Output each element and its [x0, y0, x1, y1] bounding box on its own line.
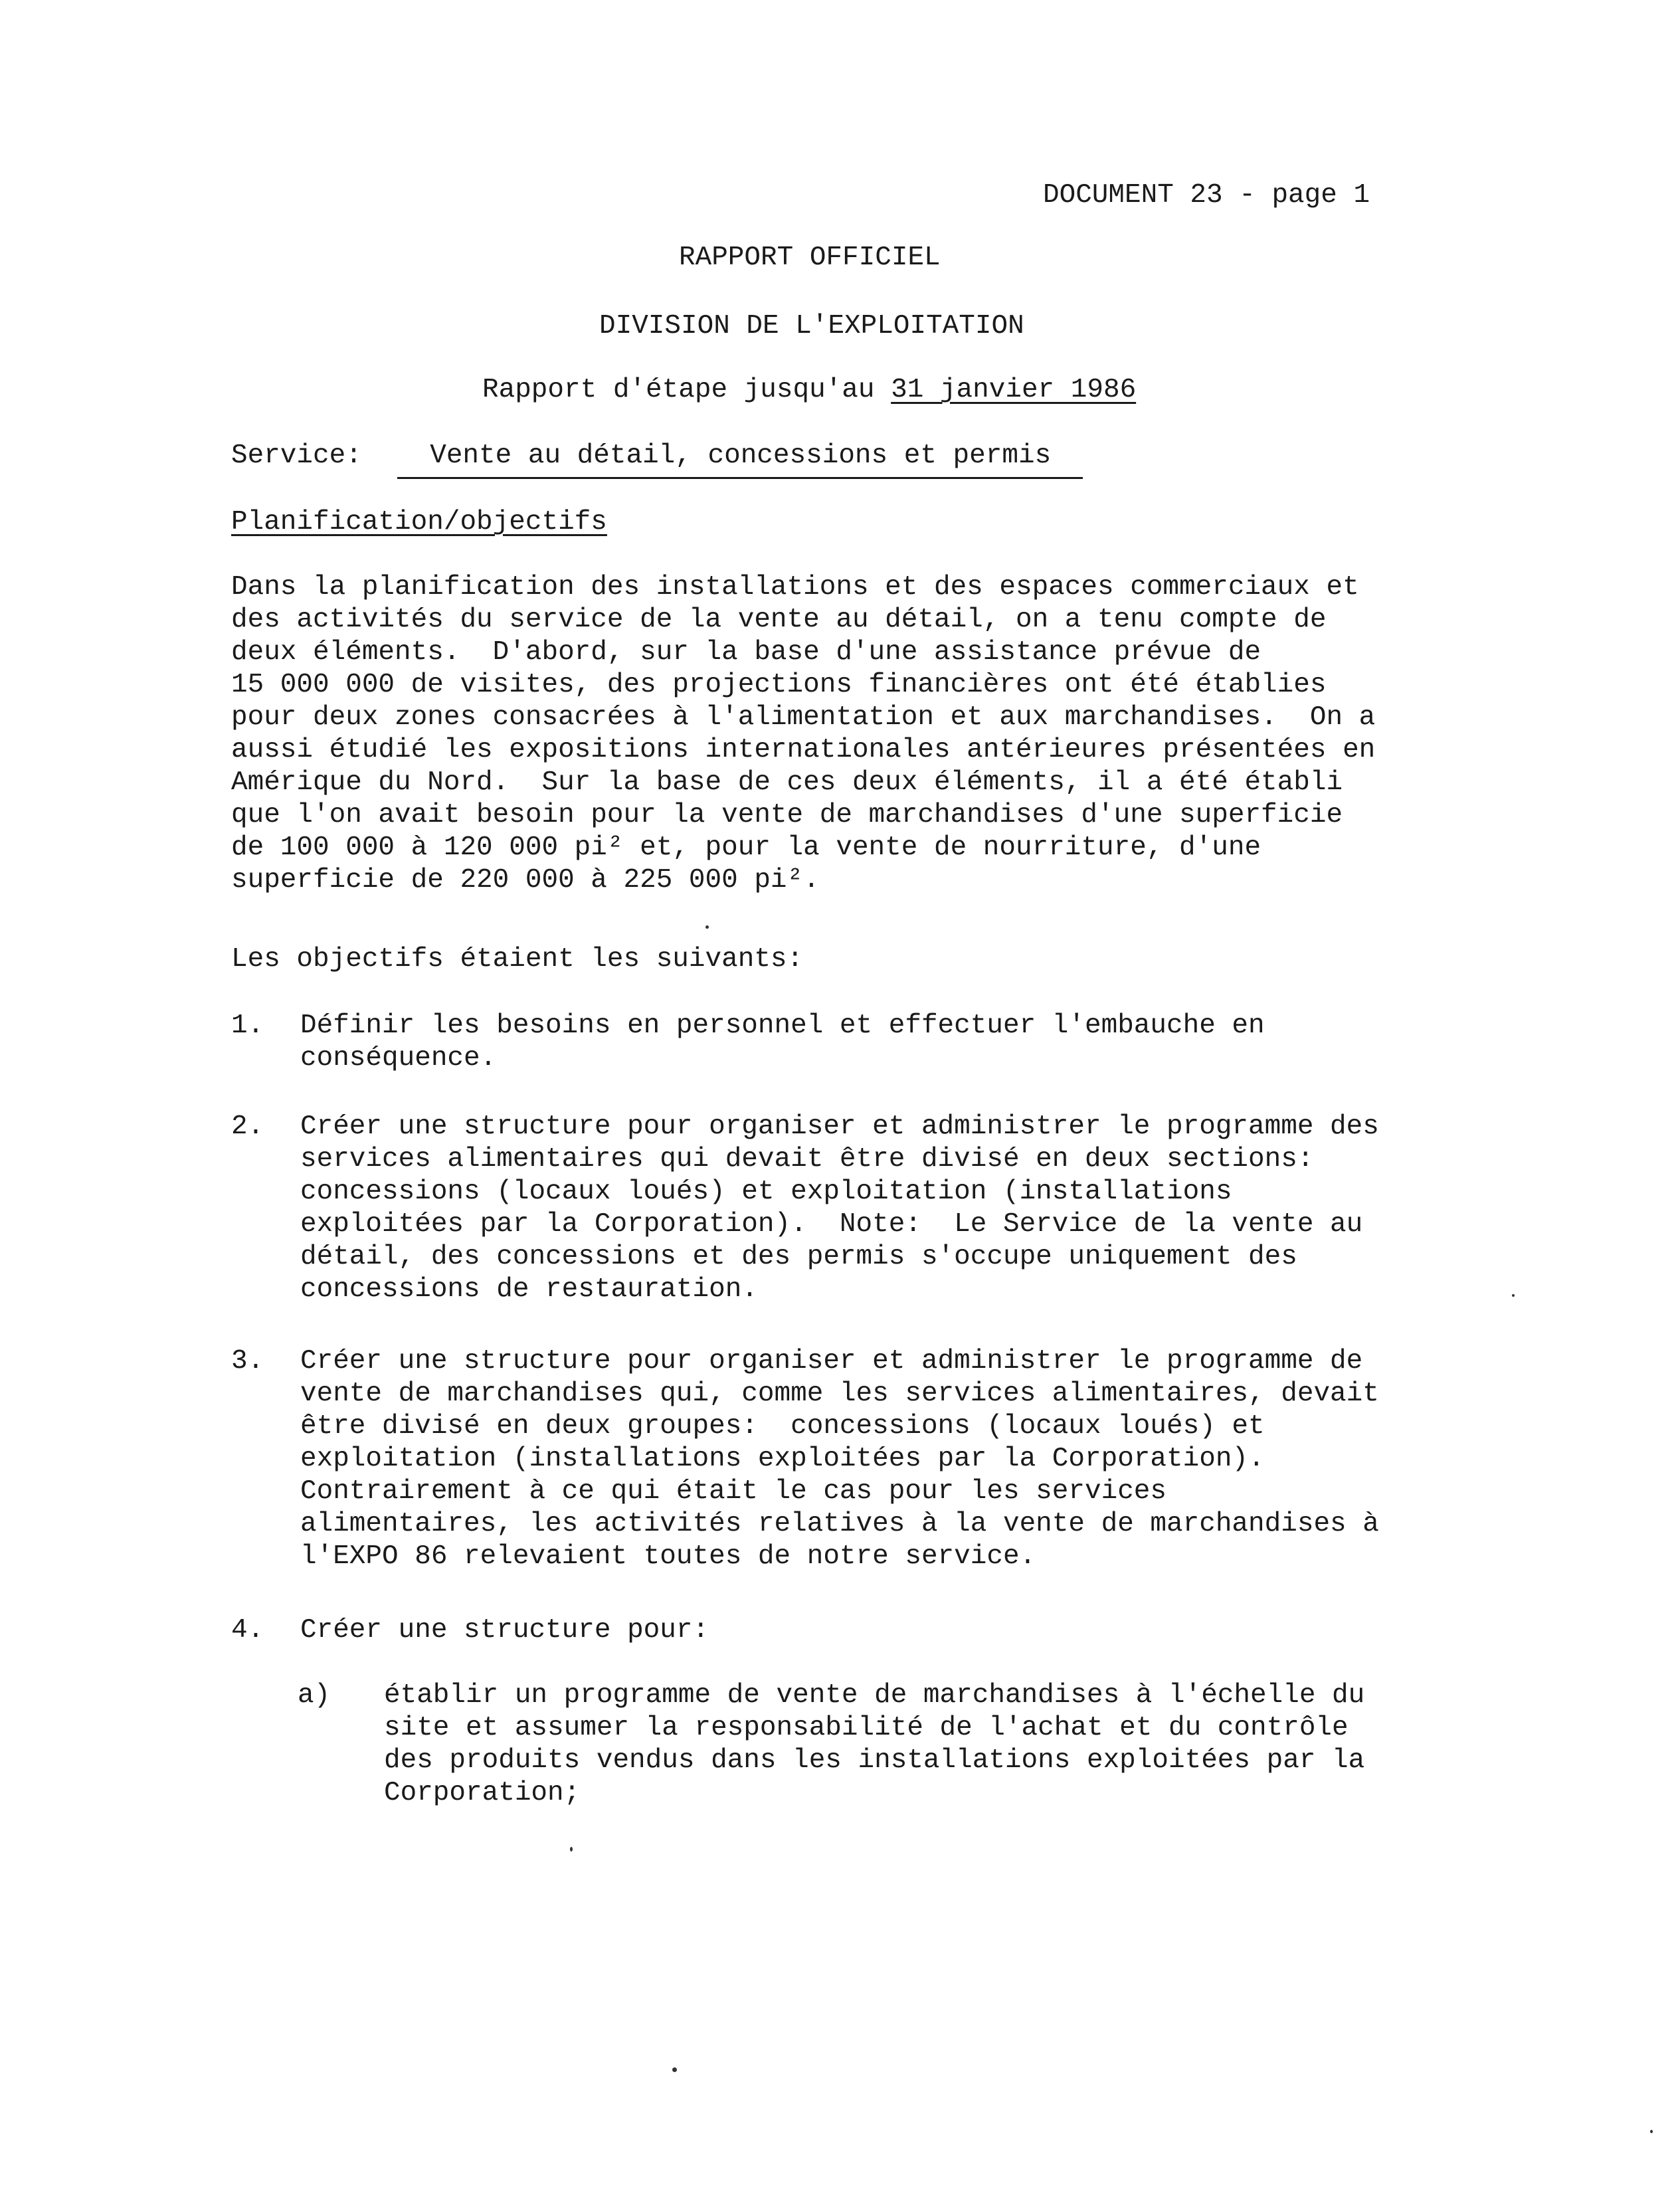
objective-line: être divisé en deux groupes: concessions (locaux loués) et	[300, 1411, 1265, 1442]
objective-line: alimentaires, les activités relatives à la vente de marchandises à	[300, 1509, 1379, 1539]
objective-line: conséquence.	[300, 1043, 497, 1074]
objective-text	[300, 1614, 709, 1647]
scan-speck	[1512, 1294, 1515, 1297]
objective-line: Contrairement à ce qui était le cas pour les services	[300, 1476, 1167, 1507]
paragraph-line: Amérique du Nord. Sur la base de ces deux éléments, il a été établi	[231, 767, 1343, 798]
report-subtitle-prefix: Rapport d'étape jusqu'au	[482, 375, 891, 405]
report-subtitle	[482, 374, 1136, 407]
objective-line: Créer une structure pour organiser et administrer le programme de	[300, 1346, 1363, 1377]
scan-speck	[705, 925, 709, 929]
sub-item-text	[384, 1679, 1364, 1810]
objective-line: concessions de restauration.	[300, 1274, 758, 1305]
service-value-text: Vente au détail, concessions et permis	[430, 440, 1052, 471]
objective-line: exploitation (installations exploitées par la Corporation).	[300, 1444, 1265, 1474]
sub-item-letter: a)	[298, 1680, 331, 1711]
paragraph-line: que l'on avait besoin pour la vente de marchandises d'une superficie	[231, 800, 1343, 830]
objective-number: 2.	[231, 1111, 264, 1142]
objective-line: concessions (locaux loués) et exploitation (installations	[300, 1177, 1232, 1207]
objective-line: détail, des concessions et des permis s'occupe uniquement des	[300, 1242, 1297, 1272]
service-value	[397, 440, 1051, 472]
scan-speck	[570, 1847, 573, 1852]
scan-speck	[1650, 2130, 1653, 2133]
paragraph-line: des activités du service de la vente au détail, on a tenu compte de	[231, 605, 1327, 635]
paragraph-line: aussi étudié les expositions internationales antérieures présentées en	[231, 735, 1376, 765]
division-title: DIVISION DE L'EXPLOITATION	[599, 311, 1024, 341]
service-underline	[397, 477, 1083, 479]
objective-number: 4.	[231, 1615, 264, 1646]
sub-item-line: établir un programme de vente de marchandises à l'échelle du	[384, 1680, 1365, 1711]
objective-text	[300, 1010, 1265, 1075]
report-title: RAPPORT OFFICIEL	[679, 242, 941, 273]
objective-line: Créer une structure pour organiser et administrer le programme des	[300, 1111, 1379, 1142]
paragraph-line: de 100 000 à 120 000 pi² et, pour la vente de nourriture, d'une	[231, 832, 1261, 863]
paragraph-line: Dans la planification des installations et des espaces commerciaux et	[231, 572, 1359, 603]
document-reference: DOCUMENT 23 - page 1	[1043, 180, 1370, 211]
paragraph-line: pour deux zones consacrées à l'alimentation et aux marchandises. On a	[231, 702, 1376, 733]
sub-item-line: Corporation;	[384, 1778, 581, 1808]
objective-text	[300, 1111, 1379, 1306]
objective-line: vente de marchandises qui, comme les services alimentaires, devait	[300, 1379, 1379, 1409]
paragraph-line: 15 000 000 de visites, des projections financières ont été établies	[231, 670, 1327, 700]
sub-item-line: site et assumer la responsabilité de l'achat et du contrôle	[384, 1713, 1349, 1743]
objective-number: 1.	[231, 1010, 264, 1041]
objective-number: 3.	[231, 1346, 264, 1377]
paragraph-line: deux éléments. D'abord, sur la base d'une assistance prévue de	[231, 637, 1261, 668]
paragraph-line: superficie de 220 000 à 225 000 pi².	[231, 865, 820, 896]
objective-line: Définir les besoins en personnel et effectuer l'embauche en	[300, 1010, 1265, 1041]
objective-line: services alimentaires qui devait être divisé en deux sections:	[300, 1144, 1314, 1175]
sub-item-line: des produits vendus dans les installations exploitées par la	[384, 1745, 1365, 1776]
service-label: Service:	[231, 440, 362, 471]
report-date: 31 janvier 1986	[891, 375, 1137, 405]
section-heading: Planification/objectifs	[231, 507, 607, 537]
objective-line: l'EXPO 86 relevaient toutes de notre service.	[300, 1541, 1036, 1572]
objective-text	[300, 1345, 1379, 1573]
objectives-intro: Les objectifs étaient les suivants:	[231, 944, 804, 975]
objective-line: exploitées par la Corporation). Note: Le Service de la vente au	[300, 1209, 1363, 1240]
objective-line: Créer une structure pour:	[300, 1615, 709, 1646]
planning-paragraph	[231, 571, 1400, 897]
scan-speck	[672, 2067, 677, 2072]
